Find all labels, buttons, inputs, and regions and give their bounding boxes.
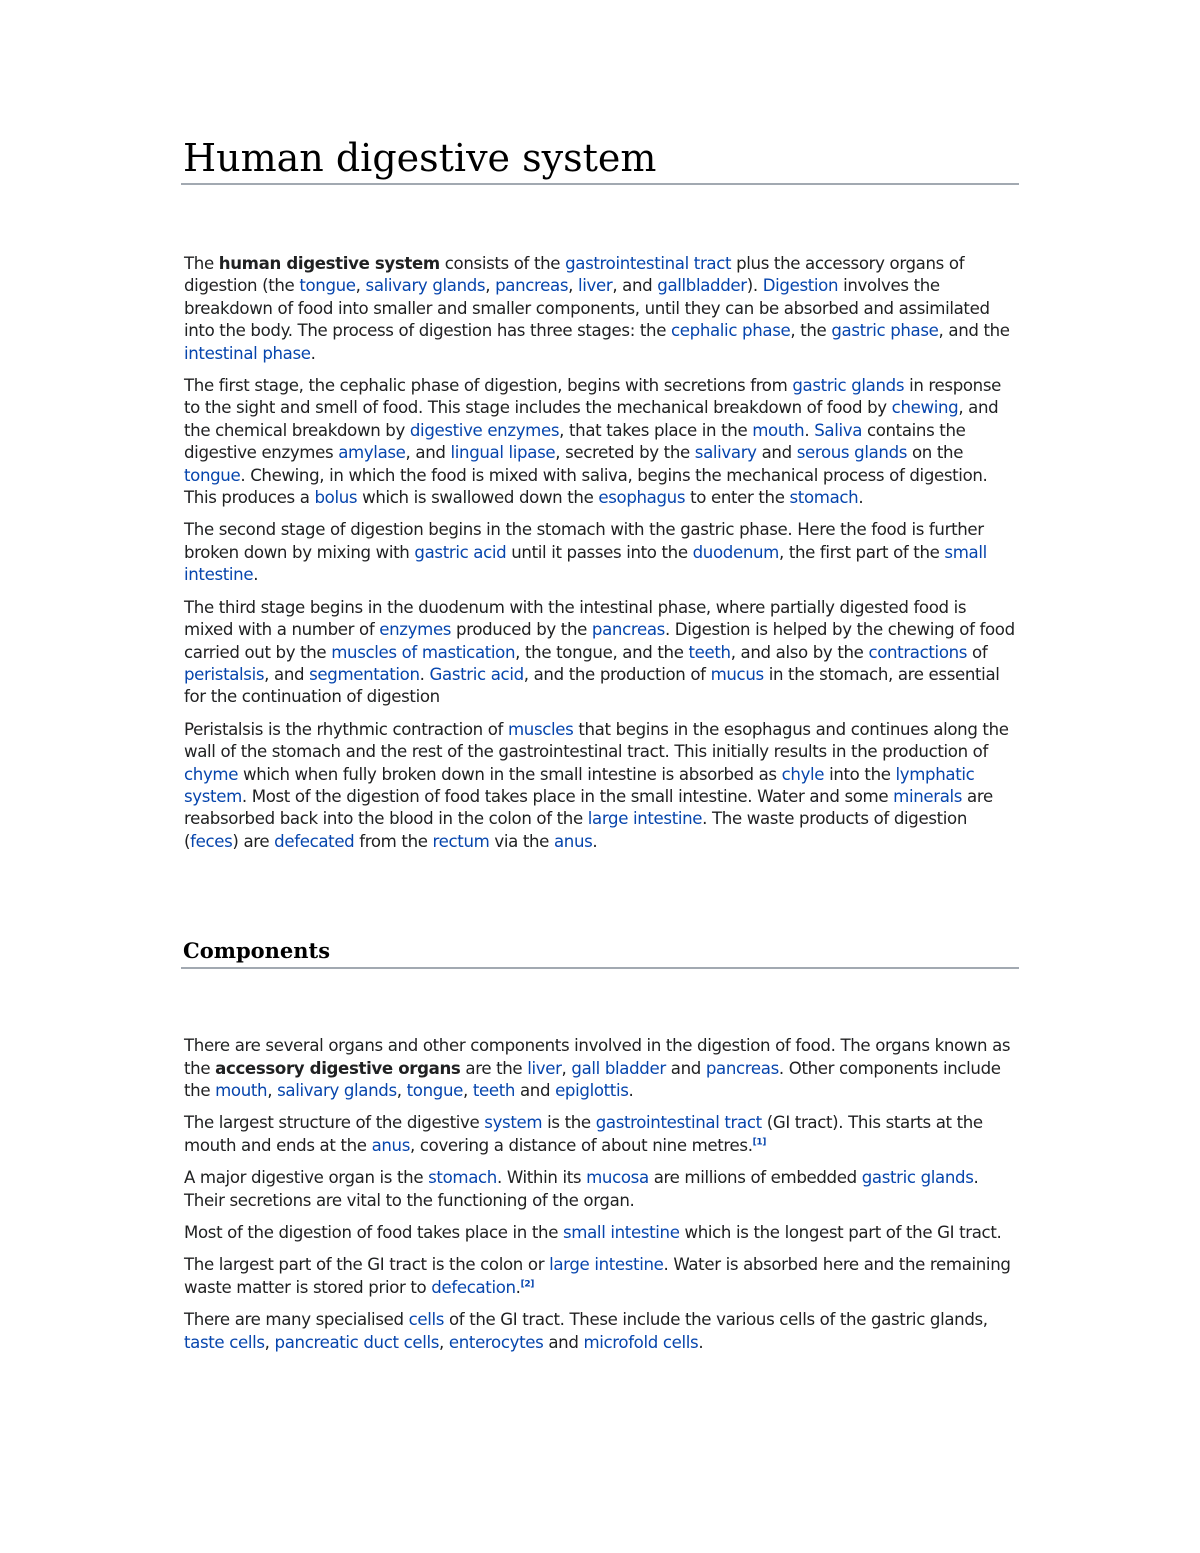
link-chyle[interactable]: chyle: [781, 764, 825, 784]
text-run: . Most of the digestion of food takes place in the small intestine. Water and some: [241, 786, 894, 806]
link-chyme[interactable]: chyme: [184, 764, 239, 784]
text-run: , and the production of: [523, 664, 711, 684]
text-run: and: [665, 1058, 706, 1078]
text-run: , covering a distance of about nine metres.: [410, 1135, 753, 1155]
link-small-intestine[interactable]: small intestine: [563, 1223, 680, 1242]
section-heading-components: Components: [181, 937, 1019, 969]
text-run: is the: [542, 1113, 596, 1133]
text-run: . Digestion is helped by the chewing of food carried out by the: [184, 620, 1015, 662]
text-run: , and: [612, 276, 658, 296]
link-muscles[interactable]: muscles: [507, 719, 574, 739]
citation-link[interactable]: [1]: [752, 1137, 767, 1148]
link-mouth[interactable]: mouth: [752, 420, 805, 440]
text-run: ).: [746, 276, 763, 296]
link-liver[interactable]: liver: [577, 276, 613, 296]
link-small-intestine[interactable]: small intestine: [184, 542, 987, 585]
text-run: are the: [460, 1058, 528, 1078]
link-gastric-phase[interactable]: gastric phase: [831, 321, 939, 341]
link-pancreas[interactable]: pancreas: [705, 1058, 779, 1078]
link-gastric-acid[interactable]: Gastric acid: [429, 664, 524, 684]
text-run: ,: [267, 1080, 278, 1100]
article: [181, 0, 1019, 1364]
text-run: ,: [568, 276, 578, 296]
text-run: which is swallowed down the: [357, 488, 599, 508]
intro-section: [181, 253, 1019, 853]
link-liver[interactable]: liver: [527, 1058, 562, 1078]
link-teeth[interactable]: teeth: [472, 1080, 516, 1100]
text-run: consists of the: [439, 254, 566, 273]
link-serous-glands[interactable]: serous glands: [796, 443, 908, 463]
text-run: and: [515, 1080, 556, 1100]
link-salivary[interactable]: salivary: [694, 443, 757, 463]
text-run: in the stomach, are essential for the continuation of digestion: [184, 664, 1000, 707]
text-run: that begins in the esophagus and continues along the wall of the stomach and the rest of the gastrointestinal tract. This initially results in the production of: [184, 719, 1009, 762]
paragraph: [184, 1254, 1019, 1299]
text-run: into the: [824, 764, 896, 784]
link-large-intestine[interactable]: large intestine: [587, 809, 703, 829]
text-run: .: [419, 664, 430, 684]
paragraph: [184, 1222, 1019, 1244]
paragraph: [184, 597, 1019, 709]
paragraph: [184, 1167, 1019, 1212]
link-large-intestine[interactable]: large intestine: [549, 1255, 664, 1275]
text-run: A major digestive organ is the: [184, 1168, 429, 1188]
link-tongue[interactable]: tongue: [184, 465, 241, 485]
link-gastric-glands[interactable]: gastric glands: [792, 376, 905, 396]
text-run: of the GI tract. These include the various cells of the gastric glands,: [444, 1310, 988, 1330]
text-run: , the first part of the: [778, 542, 945, 562]
paragraph: [184, 1035, 1019, 1102]
text-run: , and: [264, 664, 310, 684]
link-taste-cells[interactable]: taste cells: [184, 1332, 265, 1352]
link-gall-bladder[interactable]: gall bladder: [571, 1058, 666, 1078]
text-run: . Other components include the: [184, 1058, 1001, 1100]
citation-link[interactable]: [2]: [520, 1279, 535, 1290]
text-run: . Chewing, in which the food is mixed with saliva, begins the mechanical process of digestion. This produces a: [184, 465, 988, 508]
text-run: involves the breakdown of food into smaller and smaller components, until they can be absorbed and assimilated into the body. The process of digestion has three stages: the: [184, 276, 990, 341]
link-anus[interactable]: anus: [553, 831, 593, 851]
text-run: The first stage, the cephalic phase of digestion, begins with secretions from: [184, 376, 793, 396]
link-enzymes[interactable]: enzymes: [379, 620, 452, 640]
bold-term: human digestive system: [218, 254, 440, 273]
text-run: The: [184, 254, 219, 273]
paragraph: [184, 1309, 1019, 1354]
link-gallbladder[interactable]: gallbladder: [657, 276, 747, 296]
link-contractions[interactable]: contractions: [868, 642, 968, 662]
link-enterocytes[interactable]: enterocytes: [448, 1332, 544, 1352]
text-run: The second stage of digestion begins in the stomach with the gastric phase. Here the food is further broken down by mixing with: [184, 520, 984, 562]
text-run: , and the: [938, 321, 1010, 341]
link-pancreas[interactable]: pancreas: [591, 620, 665, 640]
text-run: plus the accessory organs of digestion (the: [184, 254, 965, 296]
link-mouth[interactable]: mouth: [215, 1080, 268, 1100]
link-gastrointestinal-tract[interactable]: gastrointestinal tract: [595, 1113, 762, 1133]
link-pancreatic-duct-cells[interactable]: pancreatic duct cells: [274, 1332, 440, 1352]
text-run: are reabsorbed back into the blood in the colon of the: [184, 786, 993, 829]
link-defecation[interactable]: defecation: [431, 1277, 516, 1297]
text-run: , the: [790, 321, 832, 341]
text-run: . Their secretions are vital to the functioning of the organ.: [184, 1168, 979, 1210]
reference-superscript: [521, 1279, 534, 1289]
reference-superscript: [753, 1137, 766, 1147]
text-run: and: [543, 1332, 584, 1352]
text-run: , and: [405, 443, 451, 463]
link-anus[interactable]: anus: [371, 1135, 411, 1155]
link-mucosa[interactable]: mucosa: [586, 1168, 649, 1188]
text-run: . The waste products of digestion (: [184, 809, 968, 851]
text-run: , secreted by the: [555, 443, 695, 463]
link-muscles-of-mastication[interactable]: muscles of mastication: [331, 642, 516, 662]
link-lymphatic-system[interactable]: lymphatic system: [184, 764, 975, 806]
text-run: There are many specialised: [184, 1310, 409, 1330]
text-run: .: [592, 831, 598, 851]
bold-term: accessory digestive organs: [215, 1058, 461, 1078]
link-digestion[interactable]: Digestion: [762, 276, 839, 296]
link-lingual-lipase[interactable]: lingual lipase: [450, 443, 556, 463]
text-run: .: [628, 1080, 634, 1100]
text-run: which when fully broken down in the small intestine is absorbed as: [238, 764, 782, 784]
page-title: Human digestive system: [181, 135, 1019, 185]
link-gastric-glands[interactable]: gastric glands: [861, 1168, 974, 1188]
text-run: The third stage begins in the duodenum with the intestinal phase, where partially digested food is mixed with a number of: [184, 597, 967, 640]
text-run: Most of the digestion of food takes place in the: [184, 1223, 563, 1242]
text-run: and: [756, 443, 797, 463]
link-esophagus[interactable]: esophagus: [598, 488, 686, 508]
text-run: . Within its: [496, 1168, 587, 1188]
paragraph: [184, 253, 1019, 365]
link-duodenum[interactable]: duodenum: [692, 542, 779, 562]
link-cells[interactable]: cells: [408, 1310, 445, 1330]
text-run: . Water is absorbed here and the remaining waste matter is stored prior to: [184, 1255, 1011, 1297]
link-feces[interactable]: feces: [190, 831, 233, 851]
text-run: via the: [489, 831, 554, 851]
text-run: (GI tract). This starts at the mouth and ends at the: [184, 1113, 983, 1155]
text-run: on the: [907, 443, 964, 463]
link-amylase[interactable]: amylase: [338, 443, 406, 463]
text-run: ,: [439, 1332, 449, 1352]
link-cephalic-phase[interactable]: cephalic phase: [671, 321, 791, 341]
text-run: ) are: [232, 831, 275, 851]
text-run: ,: [561, 1058, 572, 1078]
link-rectum[interactable]: rectum: [432, 831, 490, 851]
text-run: , and also by the: [730, 642, 869, 662]
text-run: ,: [396, 1080, 407, 1100]
text-run: contains the digestive enzymes: [184, 420, 966, 463]
link-gastrointestinal-tract[interactable]: gastrointestinal tract: [565, 254, 732, 273]
text-run: .: [515, 1277, 521, 1297]
link-peristalsis[interactable]: peristalsis: [184, 664, 265, 684]
text-run: from the: [354, 831, 433, 851]
text-run: produced by the: [451, 620, 592, 640]
link-segmentation[interactable]: segmentation: [309, 664, 420, 684]
link-salivary-glands[interactable]: salivary glands: [365, 276, 486, 296]
link-tongue[interactable]: tongue: [406, 1080, 463, 1100]
paragraph: [184, 1112, 1019, 1157]
link-digestive-enzymes[interactable]: digestive enzymes: [409, 420, 560, 440]
text-run: , the tongue, and the: [515, 642, 689, 662]
text-run: ,: [355, 276, 366, 296]
link-epiglottis[interactable]: epiglottis: [555, 1080, 629, 1100]
link-pancreas[interactable]: pancreas: [495, 276, 569, 296]
link-intestinal-phase[interactable]: intestinal phase: [184, 343, 311, 363]
link-system[interactable]: system: [484, 1113, 543, 1133]
text-run: , that takes place in the: [559, 420, 753, 440]
text-run: until it passes into the: [506, 542, 693, 562]
text-run: The largest part of the GI tract is the colon or: [184, 1255, 550, 1275]
text-run: .: [310, 343, 316, 363]
text-run: which is the longest part of the GI tract.: [679, 1223, 1002, 1242]
components-section: [181, 1035, 1019, 1354]
text-run: are millions of embedded: [648, 1168, 862, 1188]
text-run: of: [967, 642, 988, 662]
link-microfold-cells[interactable]: microfold cells: [583, 1332, 699, 1352]
paragraph: [184, 375, 1019, 509]
text-run: ,: [462, 1080, 473, 1100]
text-run: ,: [264, 1332, 275, 1352]
link-tongue[interactable]: tongue: [299, 276, 356, 296]
link-stomach[interactable]: stomach: [789, 488, 859, 508]
link-mucus[interactable]: mucus: [710, 664, 764, 684]
text-run: in response to the sight and smell of food. This stage includes the mechanical breakdown of food by: [184, 376, 1002, 418]
link-stomach[interactable]: stomach: [428, 1168, 497, 1188]
text-run: .: [858, 488, 864, 508]
paragraph: [184, 519, 1019, 586]
text-run: The largest structure of the digestive: [184, 1113, 485, 1133]
link-chewing[interactable]: chewing: [891, 398, 959, 418]
text-run: .: [253, 565, 259, 585]
text-run: , and the chemical breakdown by: [184, 398, 999, 440]
link-defecated[interactable]: defecated: [274, 831, 355, 851]
text-run: There are several organs and other components involved in the digestion of food. The organs known as the: [184, 1036, 1011, 1078]
text-run: ,: [485, 276, 496, 296]
link-bolus[interactable]: bolus: [314, 488, 358, 508]
link-salivary-glands[interactable]: salivary glands: [277, 1080, 397, 1100]
link-minerals[interactable]: minerals: [893, 786, 963, 806]
text-run: .: [698, 1332, 704, 1352]
text-run: to enter the: [685, 488, 790, 508]
text-run: .: [804, 420, 815, 440]
paragraph: [184, 719, 1019, 853]
text-run: Peristalsis is the rhythmic contraction of: [184, 719, 508, 739]
link-saliva[interactable]: Saliva: [814, 420, 863, 440]
link-gastric-acid[interactable]: gastric acid: [414, 542, 507, 562]
link-teeth[interactable]: teeth: [688, 642, 731, 662]
